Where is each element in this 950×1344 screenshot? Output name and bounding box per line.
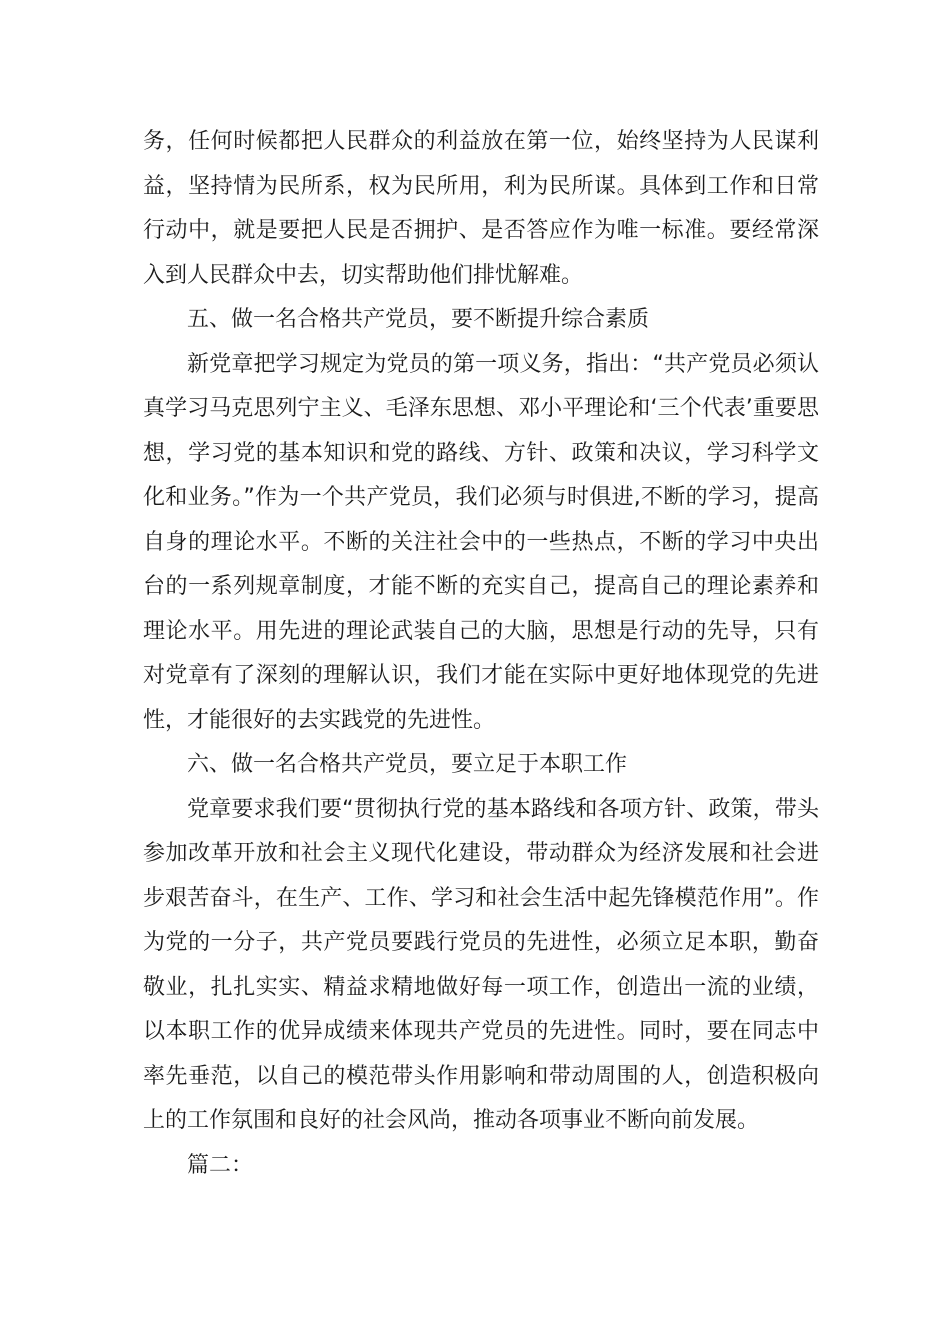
paragraph-study: 新党章把学习规定为党员的第一项义务，指出：“共产党员必须认真学习马克思列宁主义、毛泽东思想、邓小平理论和‘三个代表’重要思想，学习党的基本知识和党的路线、方针、政策和决议，学习科学文化和业务。”作为一个共产党员，我们必须与时俱进,不断的学习，提高自身的理论水平。不断的关注社会中的一些热点，不断的学习中央出台的一系列规章制度，才能不断的充实自己，提高自己的理论素养和理论水平。用先进的理论武装自己的大脑，思想是行动的先导，只有对党章有了深刻的理解认识，我们才能在实际中更好地体现党的先进性，才能很好的去实践党的先进性。 <box>143 351 819 733</box>
part-two-heading: 篇二： <box>187 1152 254 1178</box>
paragraph-duty: 党章要求我们要“贯彻执行党的基本路线和各项方针、政策，带头参加改革开放和社会主义现代化建设，带动群众为经济发展和社会进步艰苦奋斗，在生产、工作、学习和社会生活中起先锋模范作用”。作为党的一分子，共产党员要践行党员的先进性，必须立足本职，勤奋敬业，扎扎实实、精益求精地做好每一项工作，创造出一流的业绩，以本职工作的优异成绩来体现共产党员的先进性。同时，要在同志中率先垂范，以自己的模范带头作用影响和带动周围的人，创造积极向上的工作氛围和良好的社会风尚，推动各项事业不断向前发展。 <box>143 796 819 1133</box>
paragraph-continuation: 务，任何时候都把人民群众的利益放在第一位，始终坚持为人民谋利益，坚持情为民所系，权为民所用，利为民所谋。具体到工作和日常行动中，就是要把人民是否拥护、是否答应作为唯一标准。要经常深入到人民群众中去，切实帮助他们排忧解难。 <box>143 129 819 288</box>
document-body <box>143 120 819 1188</box>
section-heading-five: 五、做一名合格共产党员，要不断提升综合素质 <box>187 307 650 332</box>
section-heading-six: 六、做一名合格共产党员，要立足于本职工作 <box>187 752 628 777</box>
